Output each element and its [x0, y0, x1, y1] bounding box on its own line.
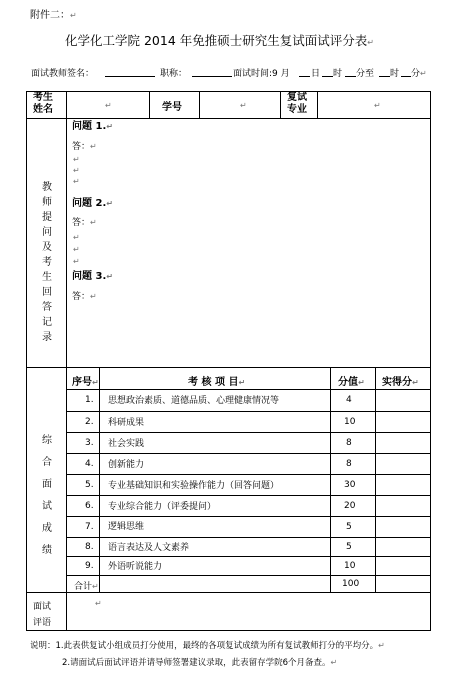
row-score: 8: [346, 459, 352, 469]
col-actual-header: 实得分↵: [382, 377, 419, 388]
col-no-header: 序号↵: [72, 377, 99, 388]
row-score: 30: [344, 480, 356, 490]
examiner-signature-label: 面试教师签名：: [31, 69, 95, 79]
answer-1-label: 答：↵: [72, 142, 97, 152]
row-score: 5: [346, 542, 352, 552]
student-name-field[interactable]: ↵: [105, 101, 112, 110]
row-score: 10: [344, 561, 356, 571]
student-id-label: 学号: [162, 102, 182, 113]
total-actual-score-field[interactable]: [376, 576, 430, 592]
row-item: 科研成果: [108, 418, 145, 428]
minute-field[interactable]: [401, 76, 411, 77]
examiner-signature-field[interactable]: [105, 76, 155, 77]
comment-field[interactable]: ↵: [95, 599, 102, 608]
row-score: 5: [346, 522, 352, 532]
row-item: 逻辑思维: [108, 522, 145, 532]
col-score-header: 分值↵: [338, 377, 365, 388]
minute-label: 分↵: [411, 69, 427, 79]
hour-field[interactable]: [322, 76, 333, 77]
row-score: 20: [344, 501, 356, 511]
row-score: 10: [344, 417, 356, 427]
answer-2-label: 答：↵: [72, 218, 97, 228]
actual-score-field[interactable]: [376, 517, 430, 536]
actual-score-field[interactable]: [376, 412, 430, 432]
actual-score-field[interactable]: [376, 496, 430, 516]
row-no: 7.: [85, 522, 94, 532]
row-item: 社会实践: [108, 439, 145, 449]
major-field[interactable]: ↵: [374, 101, 381, 110]
student-id-field[interactable]: ↵: [240, 101, 247, 110]
questions-record-area[interactable]: 问题 1.↵ 答：↵ ↵ ↵ ↵ 问题 2.↵ 答：↵ ↵ ↵ ↵ 问题 3.↵ 答：↵: [67, 119, 430, 367]
actual-score-field[interactable]: [376, 475, 430, 495]
major-label: 复试 专业: [287, 92, 307, 115]
row-no: 1.: [85, 395, 94, 405]
minute-from-field[interactable]: [345, 76, 356, 77]
scores-side-label: 综 合 面 试 成 绩: [42, 435, 52, 556]
actual-score-field[interactable]: [376, 454, 430, 474]
row-no: 3.: [85, 438, 94, 448]
title-field[interactable]: [192, 76, 232, 77]
question-3-label: 问题 3.↵: [72, 271, 113, 282]
day-label: 日: [311, 69, 321, 79]
question-1-label: 问题 1.↵: [72, 121, 113, 132]
row-no: 6.: [85, 501, 94, 511]
actual-score-field[interactable]: [376, 433, 430, 453]
actual-score-field[interactable]: [376, 557, 430, 575]
row-item: 专业综合能力（评委提问）: [108, 502, 217, 512]
row-no: 8.: [85, 542, 94, 552]
minute-to-label: 分至: [356, 69, 375, 79]
row-no: 9.: [85, 561, 94, 571]
actual-score-field[interactable]: [376, 390, 430, 410]
student-name-label: 考生 姓名: [33, 92, 53, 115]
row-no: 5.: [85, 480, 94, 490]
row-no: 4.: [85, 459, 94, 469]
day-field[interactable]: [299, 76, 310, 77]
hour-label: 时: [333, 69, 343, 79]
question-2-label: 问题 2.↵: [72, 198, 113, 209]
total-score: 100: [342, 579, 360, 589]
col-item-header: 考 核 项 目↵: [188, 377, 246, 388]
interview-time-label: 面试时间:9 月: [233, 69, 290, 79]
page-title: 化学化工学院 2014 年免推硕士研究生复试面试评分表↵: [65, 33, 374, 48]
hour2-label: 时: [390, 69, 400, 79]
row-score: 8: [346, 438, 352, 448]
row-item: 思想政治素质、道德品质、心理健康情况等: [108, 396, 280, 406]
comment-label: 面试 评语: [33, 602, 52, 628]
row-item: 创新能力: [108, 460, 145, 470]
row-item: 语言表达及人文素养: [108, 543, 190, 553]
actual-score-field[interactable]: [376, 538, 430, 556]
hour2-field[interactable]: [379, 76, 390, 77]
attachment-label: 附件二：↵: [30, 10, 77, 21]
note-line-2: 2.请面试后面试评语并请导师签署建议录取，此表留存学院6个月备查。↵: [62, 658, 338, 668]
row-no: 2.: [85, 417, 94, 427]
title-label: 职称：: [160, 69, 188, 79]
row-item: 专业基础知识和实验操作能力（回答问题）: [108, 481, 280, 491]
total-label: 合计↵: [74, 582, 99, 592]
row-score: 4: [346, 395, 352, 405]
questions-side-label: 教 师 提 问 及 考 生 回 答 记 录: [42, 182, 52, 343]
answer-3-label: 答：↵: [72, 292, 97, 302]
note-line-1: 说明：1.此表供复试小组成员打分使用，最终的各项复试成绩为所有复试教师打分的平均分。↵: [30, 641, 385, 651]
row-item: 外语听说能力: [108, 562, 163, 572]
